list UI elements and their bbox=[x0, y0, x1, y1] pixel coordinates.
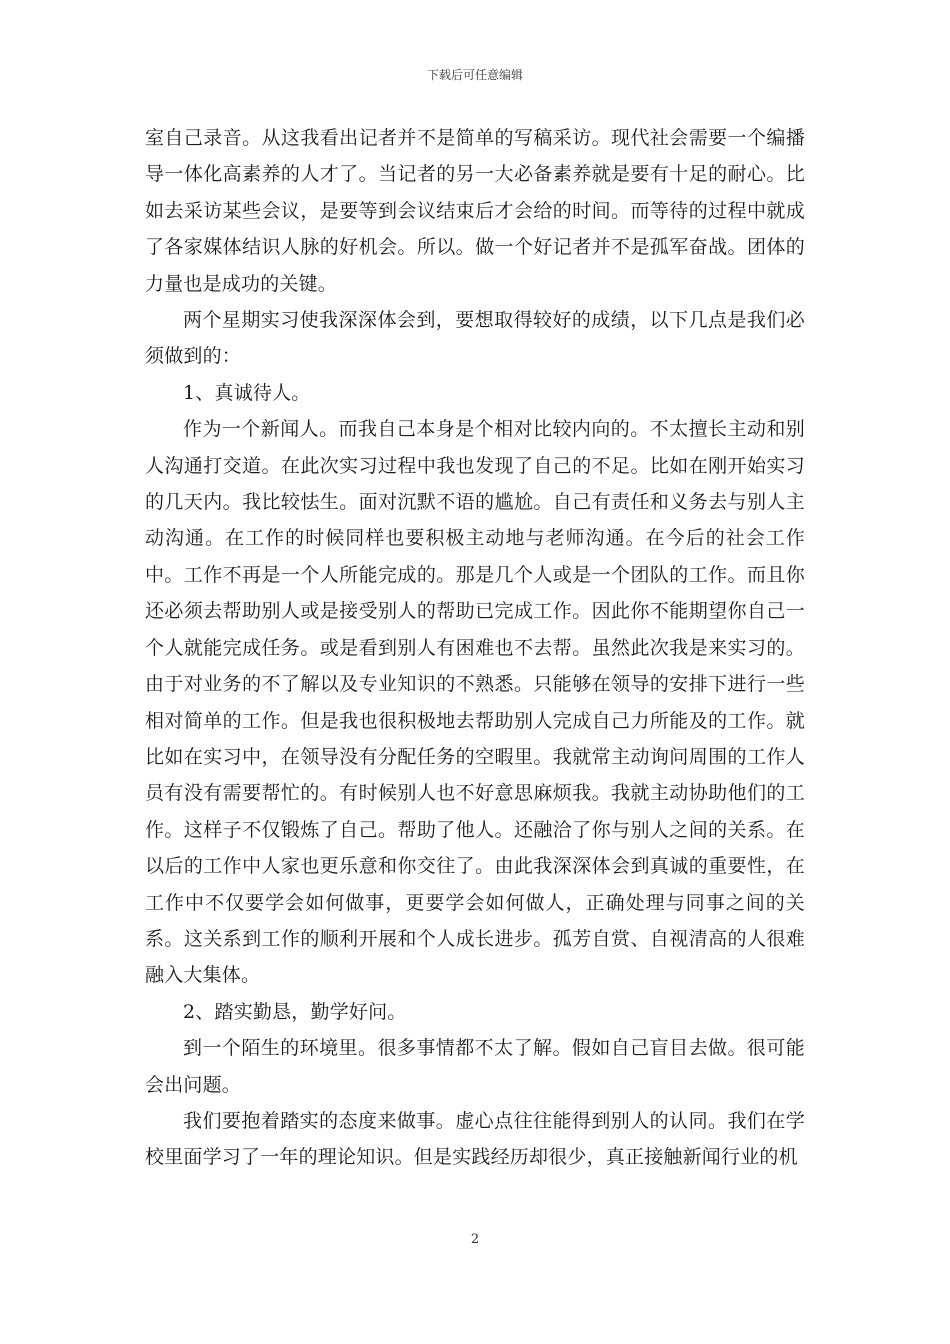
paragraph-practical-attitude: 我们要抱着踏实的态度来做事。虚心点往往能得到别人的认同。我们在学校里面学习了一年的理论知识。但是实践经历却很少，真正接触新闻行业的机 bbox=[145, 1109, 805, 1169]
page-header: 下载后可任意编辑 bbox=[426, 68, 523, 82]
paragraph-unfamiliar-environment: 到一个陌生的环境里。很多事情都不太了解。假如自己盲目去做。很可能会出问题。 bbox=[145, 1037, 805, 1096]
section-heading-1: 1、真诚待人。 bbox=[183, 381, 311, 404]
page-number: 2 bbox=[470, 1232, 480, 1247]
paragraph-sincerity: 作为一个新闻人。而我自己本身是个相对比较内向的。不太擅长主动和别人沟通打交道。在此次实习过程中我也发现了自己的不足。比如在刚开始实习的几天内。我比较怯生。面对沉默不语的尴尬。自己有责任和义务去与别人主动沟通。在工作的时候同样也要积极主动地与老师沟通。在今后的社会工作中。工作不再是一个人所能完成的。那是几个人或是一个团队的工作。而且你还必须去帮助别人或是接受别人的帮助已完成工作。因此你不能期望你自己一个人就能完成任务。或是看到别人有困难也不去帮。虽然此次我是来实习的。由于对业务的不了解以及专业知识的不熟悉。只能够在领导的安排下进行一些相对简单的工作。但是我也很积极地去帮助别人完成自己力所能及的工作。就比如在实习中，在领导没有分配任务的空暇里。我就常主动询问周围的工作人员有没有需要帮忙的。有时候别人也不好意思麻烦我。我就主动协助他们的工作。这样子不仅锻炼了自己。帮助了他人。还融洽了你与别人之间的关系。在以后的工作中人家也更乐意和你交往了。由此我深深体会到真诚的重要性，在工作中不仅要学会如何做事，更要学会如何做人，正确处理与同事之间的关系。这关系到工作的顺利开展和个人成长进步。孤芳自赏、自视清高的人很难融入大集体。 bbox=[145, 418, 805, 987]
section-heading-2: 2、踏实勤恳，勤学好问。 bbox=[183, 1000, 407, 1023]
paragraph-continued: 室自己录音。从这我看出记者并不是简单的写稿采访。现代社会需要一个编播导一体化高素养的人才了。当记者的另一大必备素养就是要有十足的耐心。比如去采访某些会议，是要等到会议结束后才会给的时间。而等待的过程中就成了各家媒体结识人脉的好机会。所以。做一个好记者并不是孤军奋战。团体的力量也是成功的关键。 bbox=[145, 127, 805, 295]
document-body bbox=[145, 120, 805, 1176]
paragraph-summary: 两个星期实习使我深深体会到，要想取得较好的成绩，以下几点是我们必须做到的： bbox=[145, 309, 805, 368]
